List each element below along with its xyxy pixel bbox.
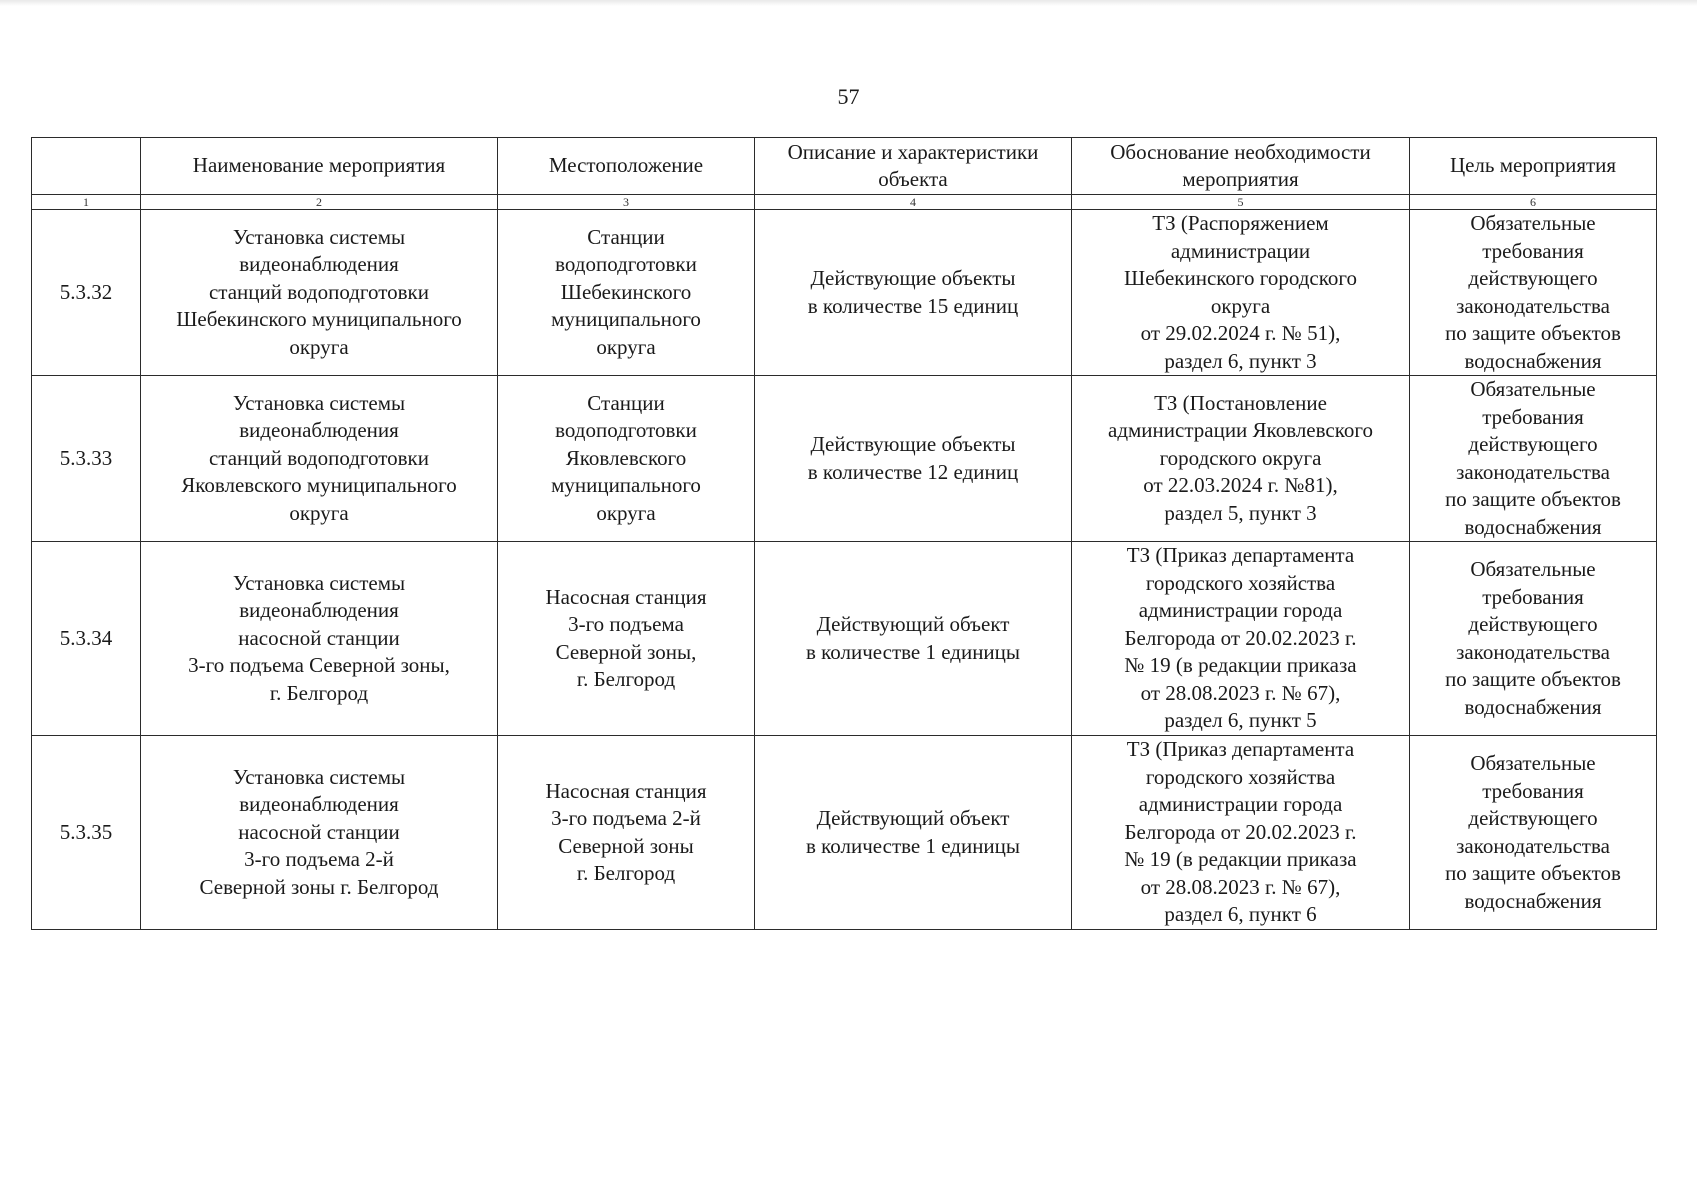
measure-goal: Обязательные требования действующего законодательства по защите объектов водоснабжения bbox=[1410, 736, 1657, 930]
measure-location: Станции водоподготовки Шебекинского муниципального округа bbox=[498, 210, 755, 376]
header-goal: Цель мероприятия bbox=[1410, 138, 1657, 195]
measure-location: Станции водоподготовки Яковлевского муниципального округа bbox=[498, 376, 755, 542]
measure-name: Установка системы видеонаблюдения станций водоподготовки Шебекинского муниципального округа bbox=[141, 210, 498, 376]
measure-goal: Обязательные требования действующего законодательства по защите объектов водоснабжения bbox=[1410, 376, 1657, 542]
column-number: 2 bbox=[141, 195, 498, 210]
header-name: Наименование мероприятия bbox=[141, 138, 498, 195]
measure-justification: ТЗ (Постановление администрации Яковлевского городского округа от 22.03.2024 г. №81), раздел 5, пункт 3 bbox=[1072, 376, 1410, 542]
column-number: 4 bbox=[755, 195, 1072, 210]
table-row bbox=[32, 542, 1657, 736]
header-description: Описание и характеристики объекта bbox=[755, 138, 1072, 195]
column-number-row bbox=[32, 195, 1657, 210]
measures-table bbox=[31, 137, 1657, 930]
row-number: 5.3.33 bbox=[32, 376, 141, 542]
measure-description: Действующий объект в количестве 1 единицы bbox=[755, 542, 1072, 736]
measure-justification: ТЗ (Приказ департамента городского хозяйства администрации города Белгорода от 20.02.2023 г. № 19 (в редакции приказа от 28.08.2023 г. № 67), раздел 6, пункт 5 bbox=[1072, 542, 1410, 736]
header-location: Местоположение bbox=[498, 138, 755, 195]
measure-justification: ТЗ (Распоряжением администрации Шебекинского городского округа от 29.02.2024 г. № 51), раздел 6, пункт 3 bbox=[1072, 210, 1410, 376]
measure-goal: Обязательные требования действующего законодательства по защите объектов водоснабжения bbox=[1410, 542, 1657, 736]
column-number: 1 bbox=[32, 195, 141, 210]
measure-name: Установка системы видеонаблюдения насосной станции 3-го подъема 2-й Северной зоны г. Белгород bbox=[141, 736, 498, 930]
table-row bbox=[32, 736, 1657, 930]
measure-description: Действующие объекты в количестве 15 единиц bbox=[755, 210, 1072, 376]
measure-name: Установка системы видеонаблюдения насосной станции 3-го подъема Северной зоны, г. Белгород bbox=[141, 542, 498, 736]
table-header-row bbox=[32, 138, 1657, 195]
header-num bbox=[32, 138, 141, 195]
measure-goal: Обязательные требования действующего законодательства по защите объектов водоснабжения bbox=[1410, 210, 1657, 376]
column-number: 6 bbox=[1410, 195, 1657, 210]
measure-location: Насосная станция 3-го подъема Северной зоны, г. Белгород bbox=[498, 542, 755, 736]
scan-edge-shadow bbox=[0, 0, 1697, 6]
measure-location: Насосная станция 3-го подъема 2-й Северной зоны г. Белгород bbox=[498, 736, 755, 930]
column-number: 3 bbox=[498, 195, 755, 210]
table-row bbox=[32, 376, 1657, 542]
measure-description: Действующие объекты в количестве 12 единиц bbox=[755, 376, 1072, 542]
row-number: 5.3.35 bbox=[32, 736, 141, 930]
table-row bbox=[32, 210, 1657, 376]
measure-description: Действующий объект в количестве 1 единицы bbox=[755, 736, 1072, 930]
row-number: 5.3.32 bbox=[32, 210, 141, 376]
measure-justification: ТЗ (Приказ департамента городского хозяйства администрации города Белгорода от 20.02.2023 г. № 19 (в редакции приказа от 28.08.2023 г. № 67), раздел 6, пункт 6 bbox=[1072, 736, 1410, 930]
header-justification: Обоснование необходимости мероприятия bbox=[1072, 138, 1410, 195]
row-number: 5.3.34 bbox=[32, 542, 141, 736]
measure-name: Установка системы видеонаблюдения станций водоподготовки Яковлевского муниципального округа bbox=[141, 376, 498, 542]
page-number: 57 bbox=[837, 84, 860, 109]
column-number: 5 bbox=[1072, 195, 1410, 210]
